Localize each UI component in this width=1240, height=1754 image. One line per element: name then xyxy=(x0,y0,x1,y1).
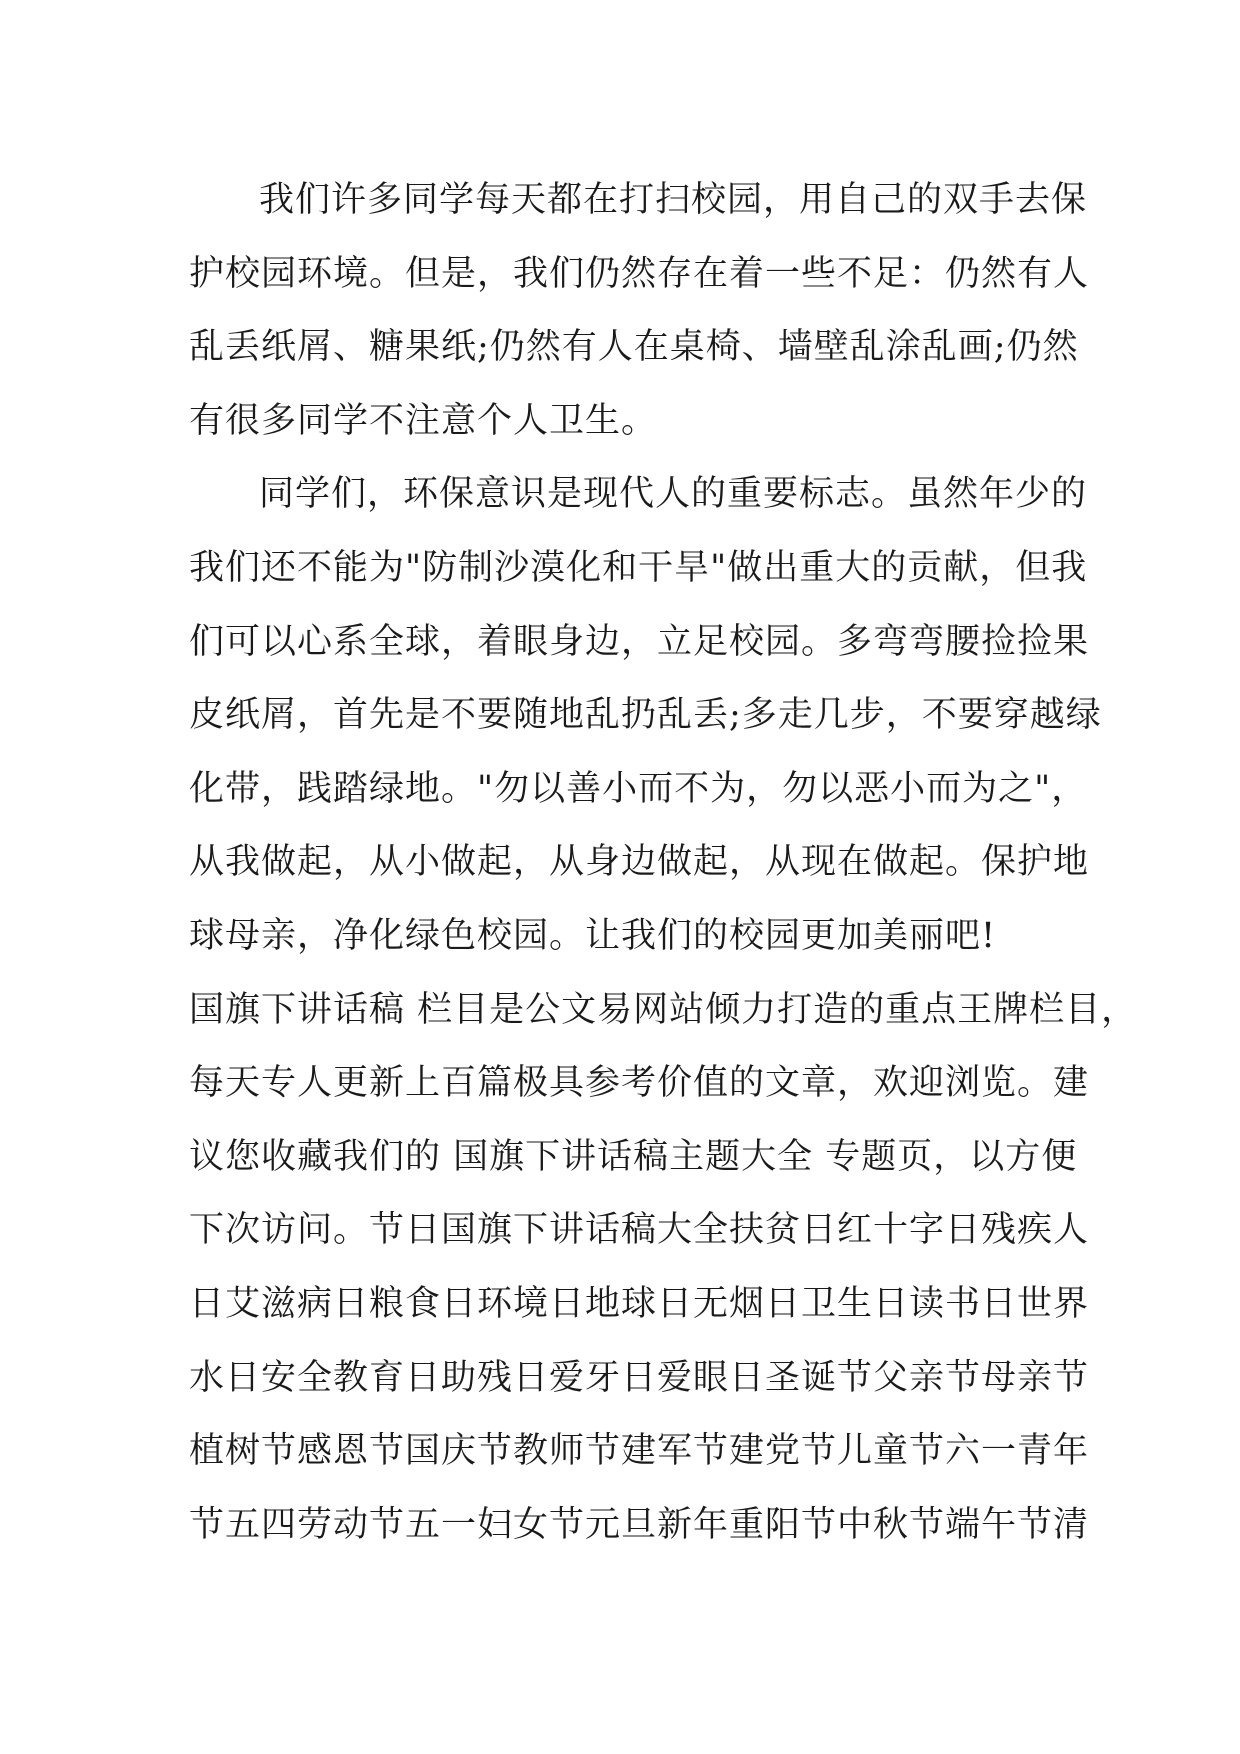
text-line: 我们许多同学每天都在打扫校园，用自己的双手去保 xyxy=(259,180,1088,220)
text-line: 从我做起，从小做起，从身边做起，从现在做起。保护地 xyxy=(189,842,1090,883)
text-line: 议您收藏我们的 国旗下讲话稿主题大全 专题页，以方便 xyxy=(189,1136,1078,1177)
text-line: 皮纸屑，首先是不要随地乱扔乱丢;多走几步，不要穿越绿 xyxy=(189,695,1102,736)
text-line: 国旗下讲话稿 栏目是公文易网站倾力打造的重点王牌栏目， xyxy=(189,989,1138,1030)
text-line: 有很多同学不注意个人卫生。 xyxy=(189,400,658,441)
text-line: 同学们，环保意识是现代人的重要标志。虽然年少的 xyxy=(259,474,1088,515)
text-line: 球母亲，净化绿色校园。让我们的校园更加美丽吧! xyxy=(189,915,997,956)
text-line: 护校园环境。但是，我们仍然存在着一些不足：仍然有人 xyxy=(189,253,1090,294)
text-line: 化带，践踏绿地。"勿以善小而不为，勿以恶小而为之"， xyxy=(189,768,1088,809)
text-line: 日艾滋病日粮食日环境日地球日无烟日卫生日读书日世界 xyxy=(189,1283,1090,1324)
text-line: 下次访问。节日国旗下讲话稿大全扶贫日红十字日残疾人 xyxy=(189,1210,1090,1251)
document-body xyxy=(189,164,1138,1562)
text-line: 每天专人更新上百篇极具参考价值的文章，欢迎浏览。建 xyxy=(189,1063,1090,1104)
text-line: 植树节感恩节国庆节教师节建军节建党节儿童节六一青年 xyxy=(189,1431,1090,1472)
text-line: 我们还不能为"防制沙漠化和干旱"做出重大的贡献，但我 xyxy=(189,547,1088,588)
text-line: 们可以心系全球，着眼身边，立足校园。多弯弯腰捡捡果 xyxy=(189,621,1090,662)
text-line: 乱丢纸屑、糖果纸;仍然有人在桌椅、墙壁乱涂乱画;仍然 xyxy=(189,327,1079,368)
text-line: 节五四劳动节五一妇女节元旦新年重阳节中秋节端午节清 xyxy=(189,1504,1090,1545)
text-line: 水日安全教育日助残日爱牙日爱眼日圣诞节父亲节母亲节 xyxy=(189,1357,1090,1398)
